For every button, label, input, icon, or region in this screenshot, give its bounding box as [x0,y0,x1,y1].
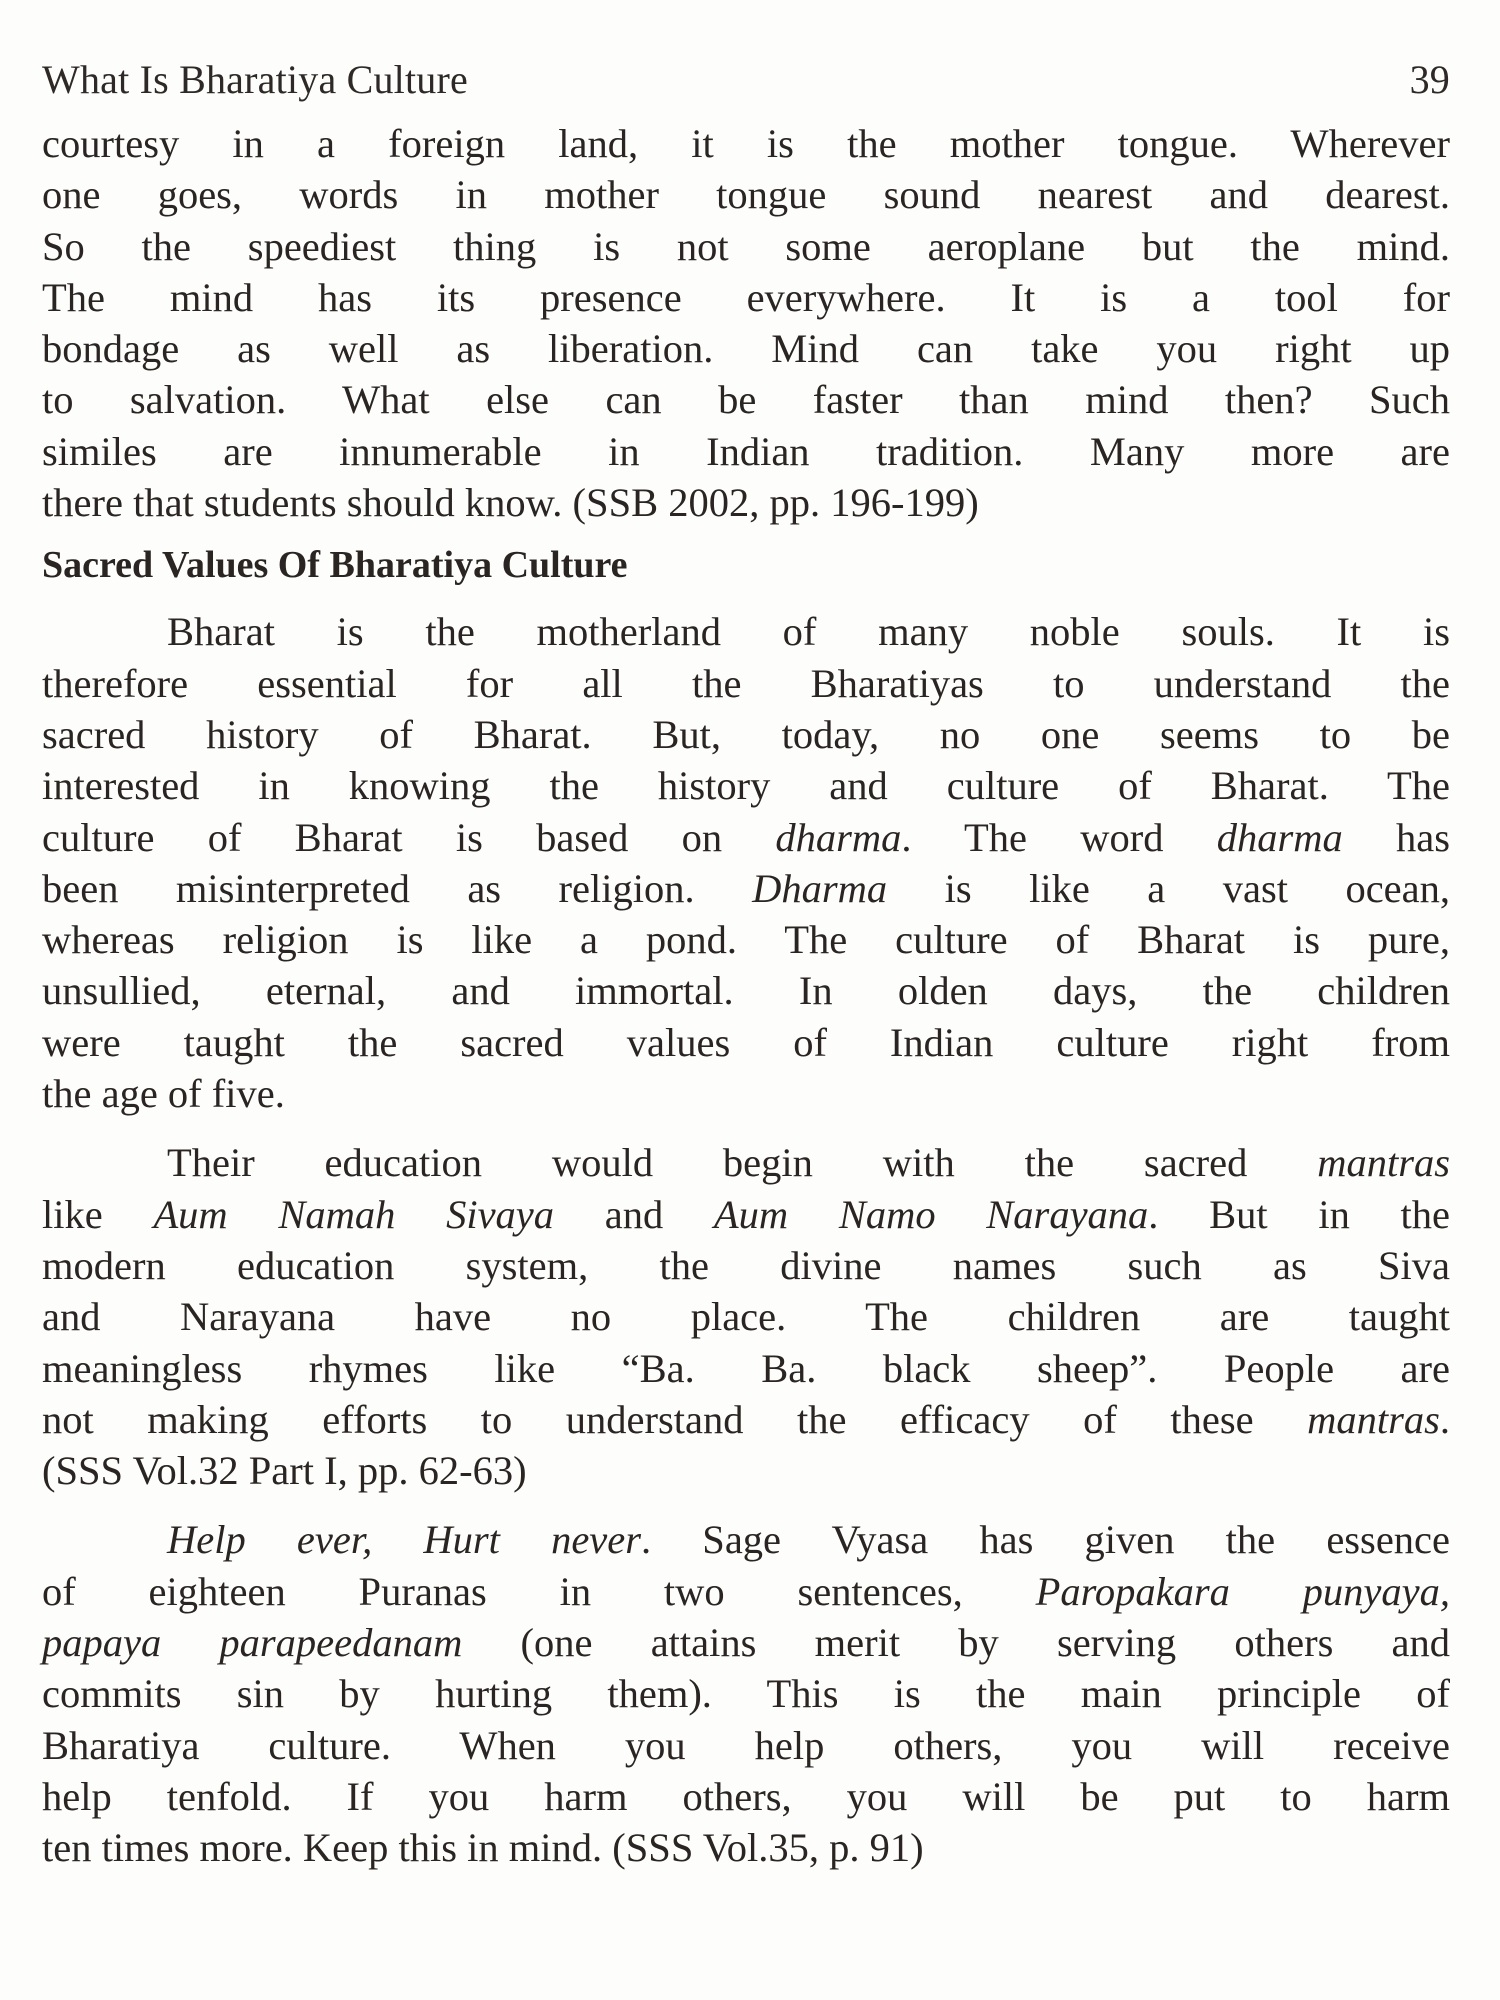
text-line: were taught the sacred values of Indian culture right from [42,1019,1450,1065]
text-line: the age of five. [42,1071,285,1117]
text-line: interested in knowing the history and culture of Bharat. The [42,763,1450,809]
text-run: been misinterpreted as religion. [42,865,753,911]
text-line: ten times more. Keep this in mind. (SSS Vol.35, p. 91) [42,1825,924,1871]
text-line [42,1137,1450,1188]
text-line: help tenfold. If you harm others, you will be put to harm [42,1773,1450,1819]
text-line: sacred history of Bharat. But, today, no one seems to be [42,711,1450,757]
citation: (SSS Vol.32 Part I, pp. 62-63) [42,1448,527,1494]
text-line: one goes, words in mother tongue sound nearest and dearest. [42,172,1450,218]
text-line [42,1189,1450,1240]
text-line: So the speediest thing is not some aeroplane but the mind. [42,223,1450,269]
text-line: similes are innumerable in Indian tradition. Many more are [42,428,1450,474]
running-title: What Is Bharatiya Culture [42,57,468,102]
text-run: . The word [901,814,1217,860]
paragraph-sacred-history [42,606,1450,1119]
italic-term: papaya parapeedanam [42,1620,463,1666]
italic-term: Paropakara punyaya, [1035,1568,1451,1614]
text-line [42,1514,1450,1565]
paragraph-help-ever [42,1514,1450,1873]
italic-term: mantras [1307,1396,1440,1442]
text-line [42,1617,1450,1668]
text-line: whereas religion is like a pond. The culture of Bharat is pure, [42,917,1450,963]
intro-paragraph [42,118,1450,528]
italic-term: mantras [1317,1140,1450,1186]
text-run: Their education would begin with the sacred [167,1140,1318,1186]
italic-term: dharma [775,814,902,860]
book-page [42,56,1450,1874]
text-line [42,1566,1450,1617]
text-run: has [1342,814,1451,860]
text-line: bondage as well as liberation. Mind can take you right up [42,326,1450,372]
text-line: to salvation. What else can be faster than mind then? Such [42,377,1450,423]
text-line: commits sin by hurting them). This is the main principle of [42,1671,1450,1717]
text-line: meaningless rhymes like “Ba. Ba. black sheep”. People are [42,1345,1450,1391]
text-line: courtesy in a foreign land, it is the mother tongue. Wherever [42,121,1450,166]
text-line: modern education system, the divine names such as Siva [42,1242,1450,1288]
italic-term: Aum Namo Narayana [713,1191,1149,1237]
text-run: not making efforts to understand the efficacy of these [42,1396,1308,1442]
running-header [42,56,1450,118]
text-line: Bharatiya culture. When you help others, you will receive [42,1722,1450,1768]
text-line: unsullied, eternal, and immortal. In olden days, the children [42,968,1450,1014]
text-run: and [554,1191,714,1237]
text-run: is like a vast ocean, [887,865,1450,911]
text-run: (one attains merit by serving others and [462,1620,1450,1666]
section-heading: Sacred Values Of Bharatiya Culture [42,544,628,587]
text-run: . Sage Vyasa has given the essence [641,1517,1450,1563]
text-run: of eighteen Puranas in two sentences, [42,1568,1036,1614]
italic-term: dharma [1216,814,1343,860]
text-line: therefore essential for all the Bharatiyas to understand the [42,660,1450,706]
text-line [42,1394,1450,1445]
text-line: and Narayana have no place. The children are taught [42,1294,1450,1340]
text-run: . But in the [1148,1191,1451,1237]
text-line [42,812,1450,863]
page-number: 39 [1409,57,1450,102]
section-body [42,606,1450,1873]
text-line: there that students should know. (SSB 2002, pp. 196-199) [42,480,979,526]
text-line [42,863,1450,914]
italic-term: Help ever, Hurt never [167,1517,642,1563]
text-run: culture of Bharat is based on [42,814,776,860]
italic-term: Dharma [752,865,888,911]
text-run: . [1439,1396,1450,1442]
text-line: Bharat is the motherland of many noble souls. It is [167,609,1450,655]
italic-term: Aum Namah Sivaya [153,1191,555,1237]
paragraph-education [42,1137,1450,1496]
text-run: like [42,1191,154,1237]
text-line: The mind has its presence everywhere. It is a tool for [42,274,1450,320]
